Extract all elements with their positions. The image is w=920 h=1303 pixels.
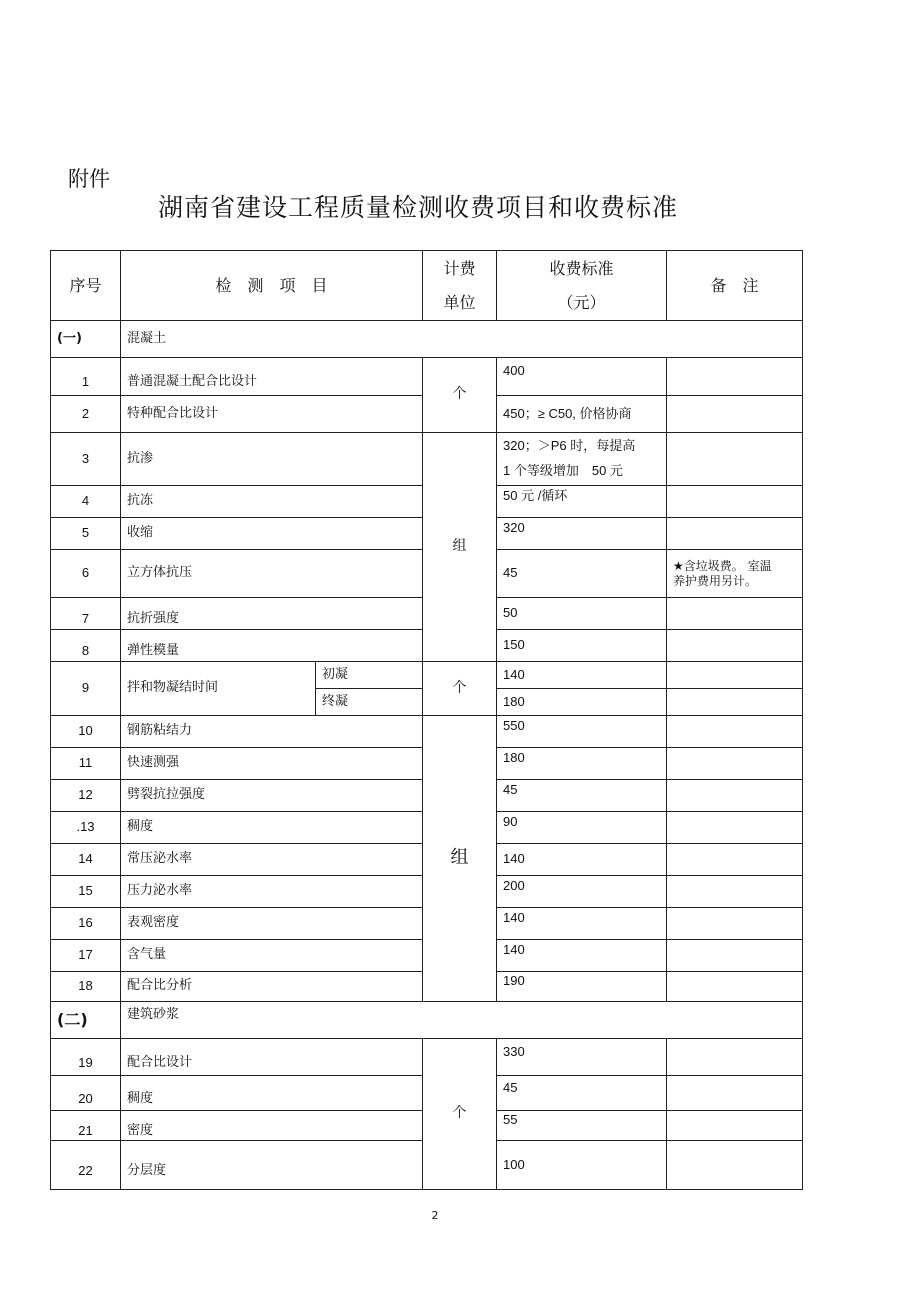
item-name: 普通混凝土配合比设计: [121, 358, 423, 396]
note-line1: ★含垃圾费。 室温: [673, 558, 772, 573]
item-name: 劈裂抗拉强度: [121, 780, 423, 812]
note-cell: [667, 550, 803, 598]
note-cell: [667, 908, 803, 940]
row-number: 16: [51, 908, 121, 940]
fee-value: 180: [497, 748, 667, 780]
note-cell: [667, 630, 803, 662]
fee-line1: 320；＞P6 时，每提高: [503, 438, 636, 454]
row-number: 11: [51, 748, 121, 780]
sub-item-final-set: 终凝: [316, 689, 423, 716]
item-name: 特种配合比设计: [121, 396, 423, 433]
item-name: 钢筋粘结力: [121, 716, 423, 748]
fee-value: 330: [497, 1039, 667, 1076]
row-number: 14: [51, 844, 121, 876]
item-name: 压力泌水率: [121, 876, 423, 908]
row-number: 21: [51, 1111, 121, 1141]
item-name: 稠度: [121, 1076, 423, 1111]
fee-value: 320: [497, 518, 667, 550]
note-cell: [667, 876, 803, 908]
attachment-label: 附件: [68, 167, 110, 191]
section-row: [51, 321, 803, 358]
row-number: 6: [51, 550, 121, 598]
item-name: 常压泌水率: [121, 844, 423, 876]
note-cell: [667, 1076, 803, 1111]
row-number: 22: [51, 1141, 121, 1190]
row-number: 1: [51, 364, 121, 402]
note-cell: [667, 1141, 803, 1190]
unit-cell: 组: [423, 433, 497, 662]
header-fee-line1: 收费标准: [549, 258, 614, 278]
page-number: 2: [431, 1209, 439, 1222]
fee-value: 50 元 /循环: [497, 486, 667, 518]
fee-value: 100: [497, 1141, 667, 1190]
section-row: [51, 1002, 803, 1039]
row-number: 3: [51, 433, 121, 486]
item-name: 表观密度: [121, 908, 423, 940]
note-cell: [667, 1111, 803, 1141]
fee-value: 140: [497, 662, 667, 689]
sub-item-initial-set: 初凝: [316, 662, 423, 689]
note-cell: [667, 748, 803, 780]
fee-value: 140: [497, 940, 667, 972]
table-row: [51, 1039, 803, 1076]
note-cell: [667, 940, 803, 972]
row-number: 15: [51, 876, 121, 908]
fee-table: [50, 250, 803, 1190]
note-cell: [667, 812, 803, 844]
table-header-row: [51, 251, 803, 321]
item-name: 含气量: [121, 940, 423, 972]
fee-value: 190: [497, 972, 667, 1002]
note-cell: [667, 433, 803, 486]
row-number: 2: [51, 396, 121, 433]
item-name: 稠度: [121, 812, 423, 844]
fee-value: 45: [497, 780, 667, 812]
header-item: 检 测 项 目: [121, 251, 423, 321]
note-cell: [667, 780, 803, 812]
note-cell: [667, 598, 803, 630]
note-cell: [667, 396, 803, 433]
document-title: 湖南省建设工程质量检测收费项目和收费标准: [157, 193, 678, 222]
fee-value: 200: [497, 876, 667, 908]
row-number: 10: [51, 716, 121, 748]
note-cell: [667, 518, 803, 550]
fee-value: 450；≥ C50, 价格协商: [497, 396, 667, 433]
table-row: [51, 358, 803, 396]
row-number: 12: [51, 780, 121, 812]
row-number: 9: [51, 662, 121, 716]
row-number: .13: [51, 812, 121, 844]
header-fee-line2: （元）: [557, 292, 606, 312]
header-no: 序号: [51, 251, 121, 321]
fee-value: 90: [497, 812, 667, 844]
fee-value: 400: [497, 358, 667, 396]
item-name: 配合比分析: [121, 972, 423, 1002]
row-number: 5: [51, 518, 121, 550]
item-name: 抗冻: [121, 486, 423, 518]
row-number: 17: [51, 940, 121, 972]
row-number: 19: [51, 1039, 121, 1076]
row-number: 4: [51, 486, 121, 518]
row-number: 18: [51, 972, 121, 1002]
note-cell: [667, 486, 803, 518]
header-note: 备 注: [667, 251, 803, 321]
note-line2: 养护费用另计。: [673, 573, 758, 588]
item-name: 配合比设计: [121, 1039, 423, 1076]
row-number: 7: [51, 598, 121, 630]
table-row: [51, 662, 803, 689]
item-name: 快速测强: [121, 748, 423, 780]
section-name: 建筑砂浆: [121, 1002, 803, 1039]
header-fee: [497, 251, 667, 321]
fee-value: 180: [497, 689, 667, 716]
table-row: [51, 716, 803, 748]
item-name: 分层度: [121, 1141, 423, 1190]
item-name: 拌和物凝结时间: [121, 662, 316, 716]
header-unit-line2: 单位: [443, 292, 476, 312]
row-number: 8: [51, 630, 121, 662]
note-cell: [667, 358, 803, 396]
note-cell: [667, 972, 803, 1002]
fee-value: 55: [497, 1111, 667, 1141]
header-unit-line1: 计费: [443, 258, 476, 278]
item-name: 抗渗: [121, 433, 423, 486]
note-cell: [667, 662, 803, 689]
row-number: 20: [51, 1076, 121, 1111]
note-cell: [667, 844, 803, 876]
section-number: (一): [51, 321, 121, 358]
note-cell: [667, 1039, 803, 1076]
section-number: (二): [51, 1002, 121, 1039]
section-name: 混凝土: [121, 321, 803, 358]
item-name: 密度: [121, 1111, 423, 1141]
unit-cell: 个: [423, 662, 497, 716]
item-name: 收缩: [121, 518, 423, 550]
unit-cell: 个: [423, 1039, 497, 1190]
fee-value: 45: [497, 550, 667, 598]
unit-cell: 个: [423, 358, 497, 433]
fee-value: 140: [497, 844, 667, 876]
note-cell: [667, 689, 803, 716]
fee-value: 140: [497, 908, 667, 940]
fee-value: [497, 433, 667, 486]
note-cell: [667, 716, 803, 748]
fee-value: 150: [497, 630, 667, 662]
fee-line2: 1 个等级增加 50 元: [503, 463, 623, 478]
header-unit: [423, 251, 497, 321]
table-row: [51, 433, 803, 486]
item-name: 抗折强度: [121, 598, 423, 630]
fee-value: 550: [497, 716, 667, 748]
fee-value: 45: [497, 1076, 667, 1111]
item-name: 弹性模量: [121, 630, 423, 662]
item-name: 立方体抗压: [121, 550, 423, 598]
unit-cell: 组: [423, 716, 497, 1002]
fee-value: 50: [497, 598, 667, 630]
